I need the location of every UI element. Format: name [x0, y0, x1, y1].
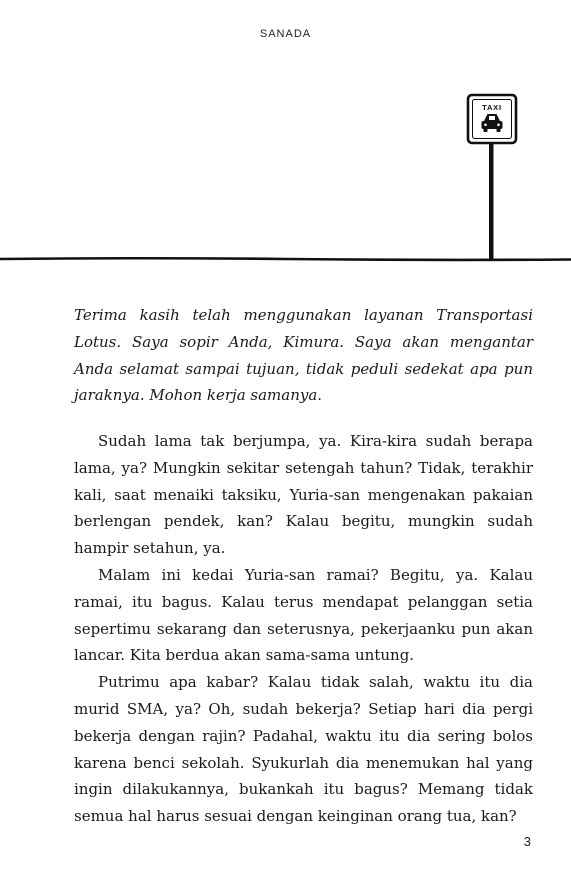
paragraph-1: Sudah lama tak berjumpa, ya. Kira-kira sudah berapa lama, ya? Mungkin sekitar setengah tahun? Tidak, terakhir kali, saat menaiki taksiku, Yuria-san mengenakan pakaian berlengan pendek, kan? Kalau begitu, mungkin sudah hampir setahun, ya. — [74, 432, 533, 558]
intro-italic-paragraph — [74, 302, 533, 409]
paragraph-3: Putrimu apa kabar? Kalau tidak salah, waktu itu dia murid SMA, ya? Oh, sudah bekerja? Setiap hari dia pergi bekerja dengan rajin? Padahal, waktu itu dia sering bolos karena benci sekolah. Syukurlah dia menemukan hal yang ingin dilakukannya, bukankah itu bagus? Memang tidak semua hal harus sesuai dengan keinginan orang tua, kan? — [74, 673, 533, 826]
taxi-stop-illustration — [0, 88, 571, 268]
page-number: 3 — [523, 834, 531, 849]
taxi-sign — [468, 95, 516, 143]
paragraph-2: Malam ini kedai Yuria-san ramai? Begitu, ya. Kalau ramai, itu bagus. Kalau terus mendapat pelanggan setia sepertimu sekarang dan seterusnya, pekerjaanku pun akan lancar. Kita berdua akan sama-sama untung. — [74, 565, 533, 665]
body-text — [74, 428, 533, 830]
intro-text: Terima kasih telah menggunakan layanan Transportasi Lotus. Saya sopir Anda, Kimura. Saya akan mengantar Anda selamat sampai tujuan, tidak peduli sedekat apa pun jaraknya. Mohon kerja samanya. — [74, 306, 533, 405]
running-header: SANADA — [259, 28, 312, 40]
sign-pole — [489, 142, 494, 259]
taxi-sign-label: TAXI — [482, 103, 502, 112]
street-line — [0, 258, 571, 260]
